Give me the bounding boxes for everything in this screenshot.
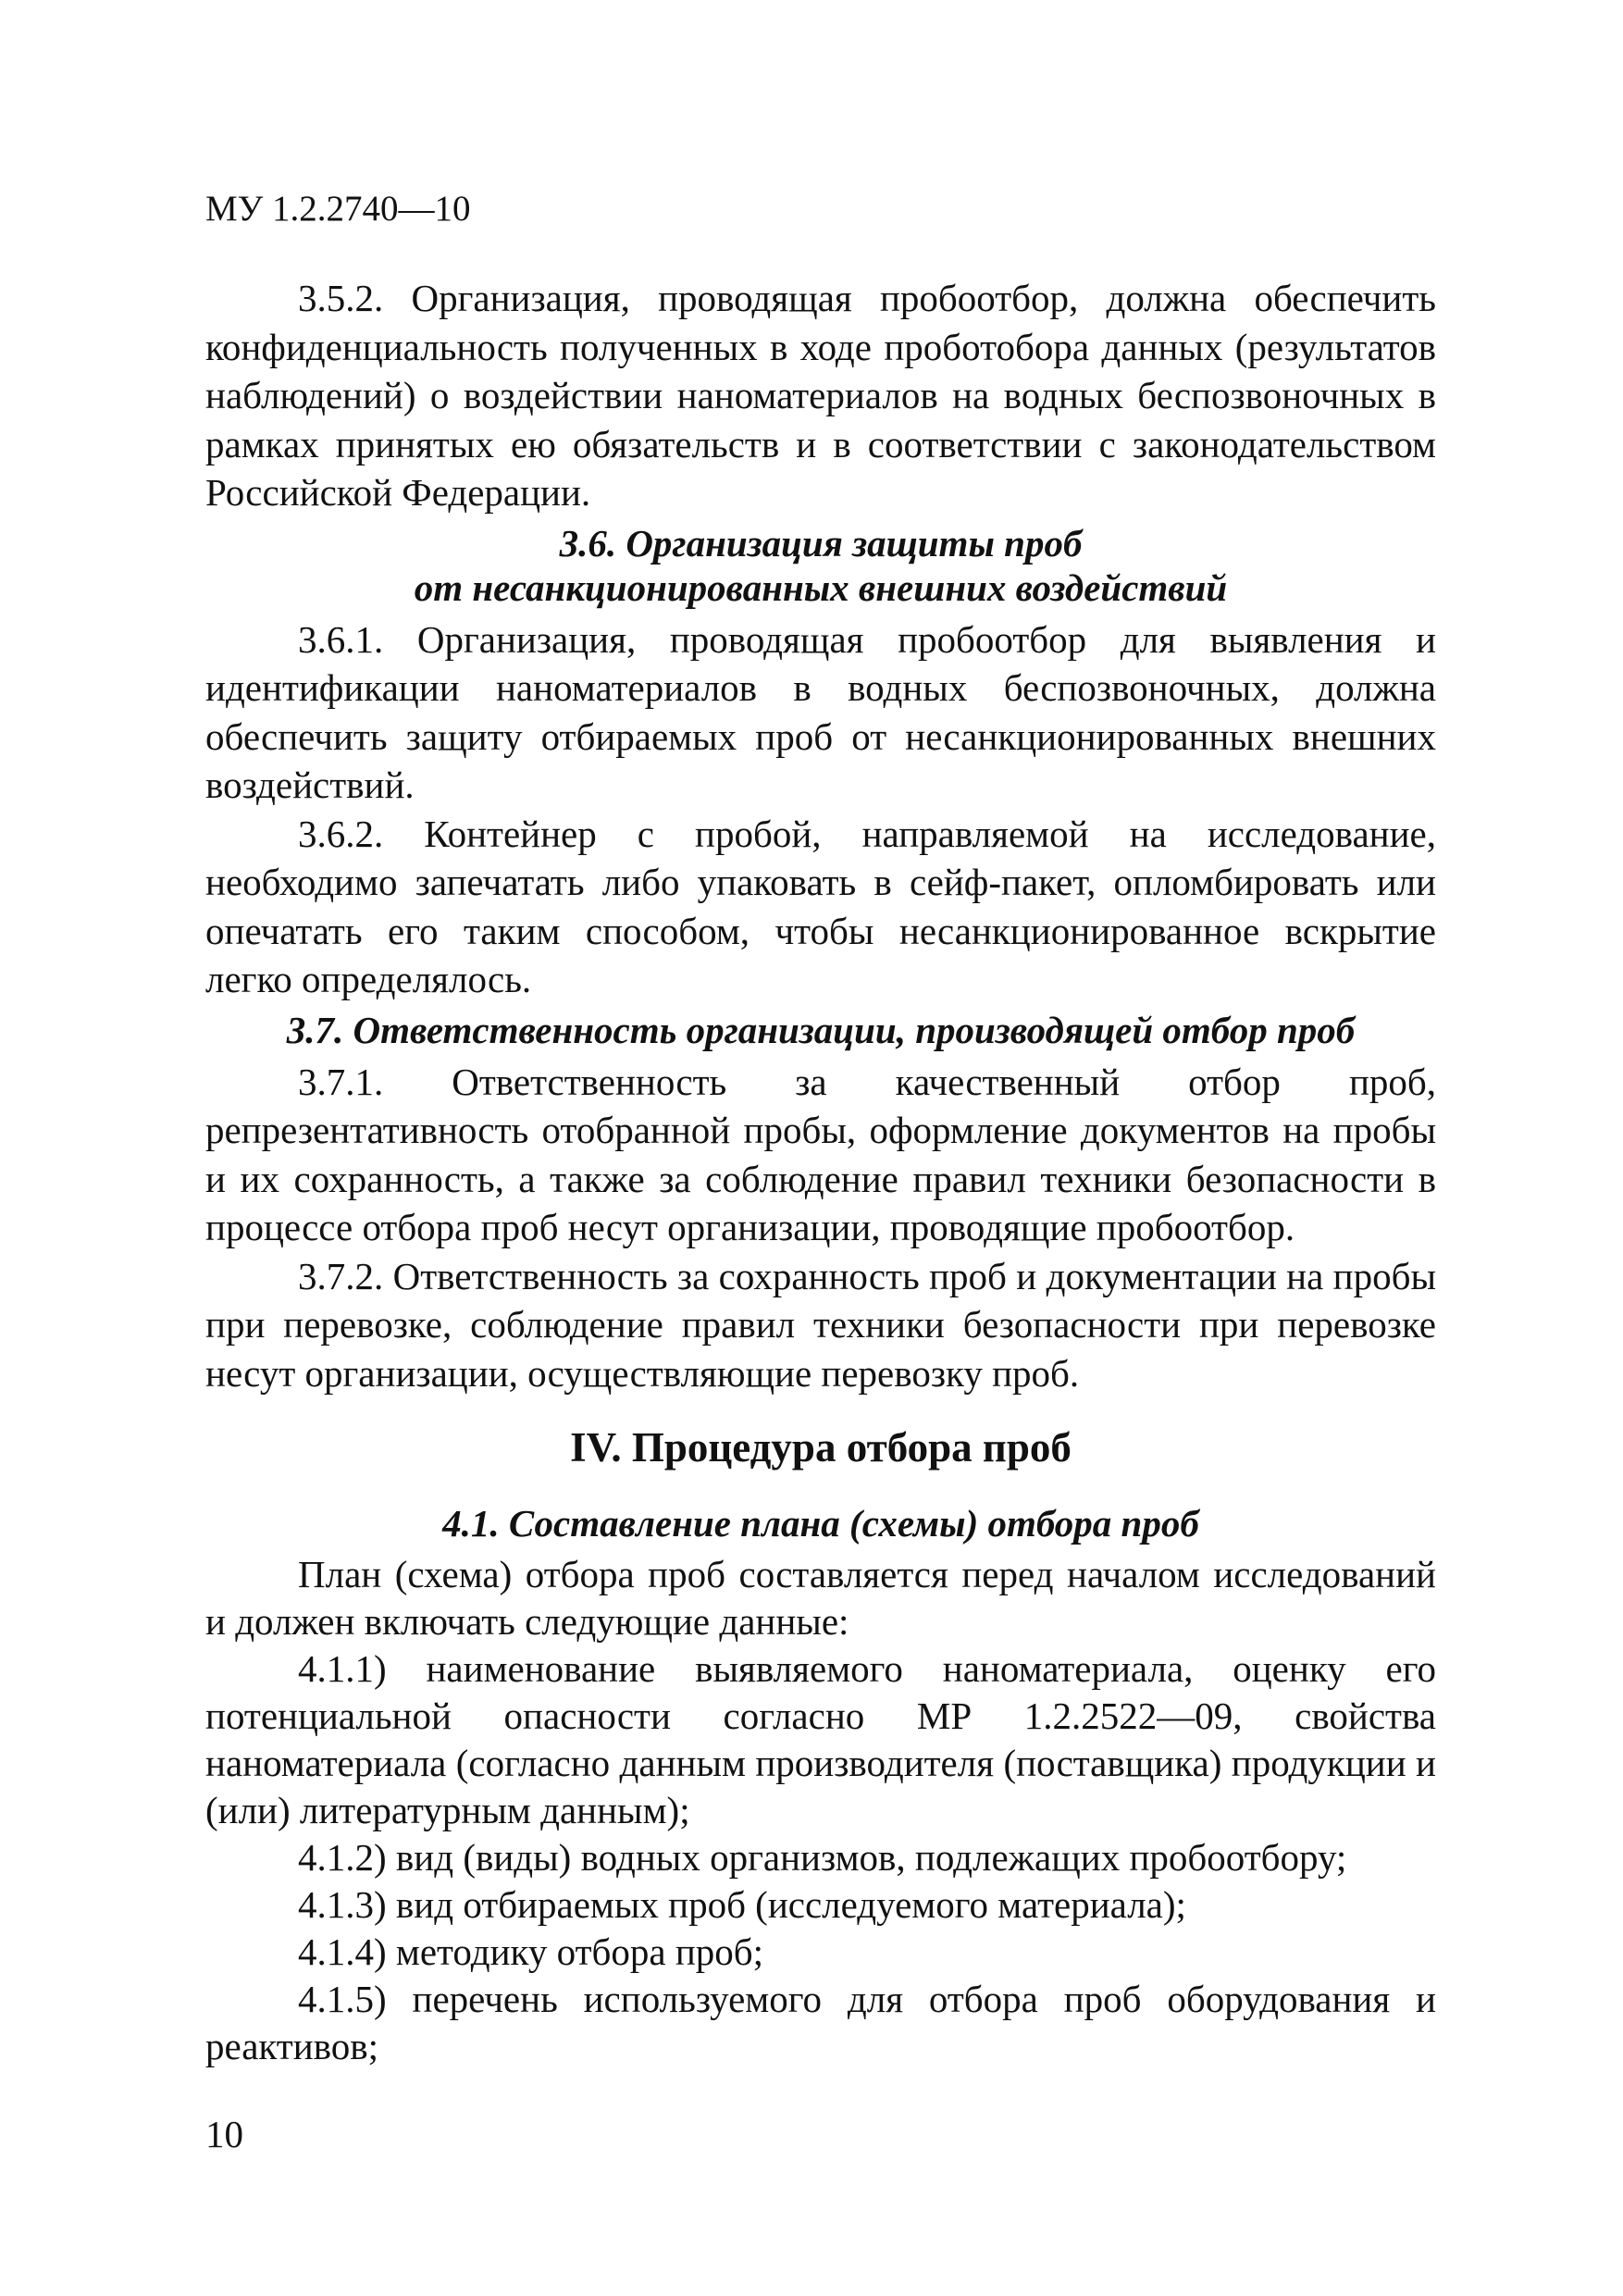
paragraph-3-6-2: 3.6.2. Контейнер с пробой, направляемой на исследование, необходимо запечатать либо упаковать в сейф-пакет, опломбировать или опечатать его таким способом, чтобы несанкционированное вскрытие легко определялось.: [205, 812, 1436, 1000]
paragraph-3-5-2: 3.5.2. Организация, проводящая пробоотбор, должна обеспечить конфиденциальность полученных в ходе проботобора данных (результатов наблюдений) о воздействии наноматериалов на водных беспозвоночных в рамках принятых ею обязательств и в соответствии с законодательством Российской Федерации.: [205, 277, 1436, 514]
document-code-header: МУ 1.2.2740—10: [205, 189, 471, 229]
list-item-4-1-5: 4.1.5) перечень используемого для отбора проб оборудования и реактивов;: [205, 1978, 1436, 2067]
page-body: [205, 274, 1436, 2070]
subheading-3-6-line-2: от несанкционированных внешних воздействий: [414, 565, 1228, 609]
paragraph-3-7-2: 3.7.2. Ответственность за сохранность проб и документации на пробы при перевозке, соблюдение правил техники безопасности при перевозке несут организации, осуществляющие перевозку проб.: [205, 1254, 1436, 1395]
list-item-4-1-1: 4.1.1) наименование выявляемого наноматериала, оценку его потенциальной опасности согласно МР 1.2.2522—09, свойства наноматериала (согласно данным производителя (поставщика) продукции и (или) литературным данным);: [205, 1647, 1436, 1831]
list-item-4-1-4: 4.1.4) методику отбора проб;: [298, 1930, 764, 1973]
paragraph-3-7-1: 3.7.1. Ответственность за качественный отбор проб, репрезентативность отобранной пробы, оформление документов на пробы и их сохранность, а также за соблюдение правил техники безопасности в процессе отбора проб несут организации, проводящие пробоотбор.: [205, 1060, 1436, 1248]
subheading-3-7-line-1: 3.7. Ответственность организации, производящей отбор проб: [286, 1008, 1356, 1051]
chapter-heading-iv: IV. Процедура отбора проб: [570, 1424, 1072, 1471]
subheading-4-1-line-1: 4.1. Составление плана (схемы) отбора проб: [442, 1502, 1199, 1545]
subheading-3-7: [205, 1008, 1436, 1052]
list-item-4-1-2: 4.1.2) вид (виды) водных организмов, подлежащих пробоотбору;: [298, 1836, 1347, 1879]
paragraph-3-6-1: 3.6.1. Организация, проводящая пробоотбор для выявления и идентификации наноматериалов в водных беспозвоночных, должна обеспечить защиту отбираемых проб от несанкционированных внешних воздействий.: [205, 617, 1436, 806]
list-item-4-1-3: 4.1.3) вид отбираемых проб (исследуемого материала);: [298, 1883, 1186, 1926]
subheading-4-1: [205, 1501, 1436, 1545]
subheading-3-6: [205, 521, 1436, 610]
page-number: 10: [205, 2113, 243, 2155]
paragraph-4-1-intro: План (схема) отбора проб составляется перед началом исследований и должен включать следующие данные:: [205, 1553, 1436, 1643]
subheading-3-6-line-1: 3.6. Организация защиты проб: [559, 521, 1083, 565]
